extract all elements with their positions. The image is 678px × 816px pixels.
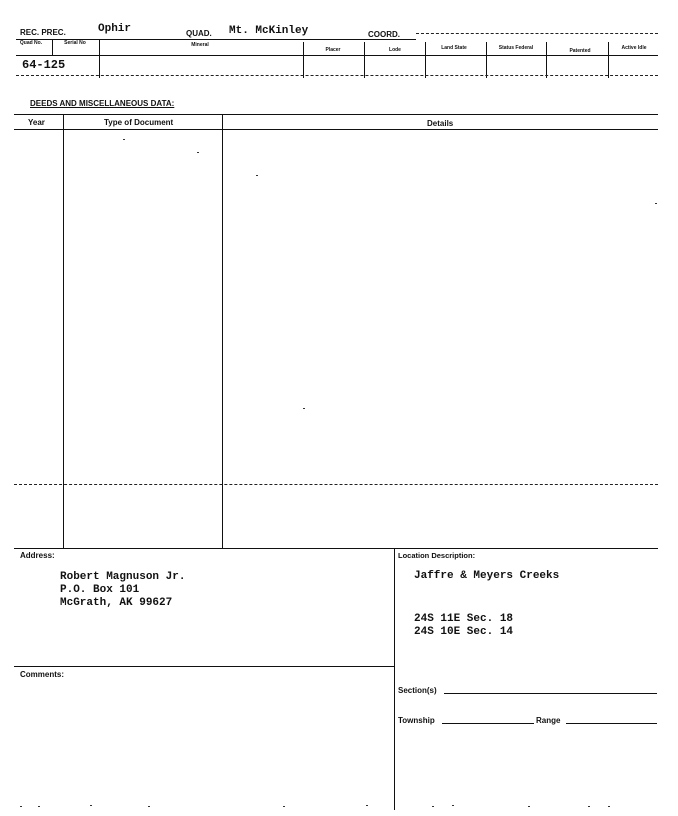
deeds-section-title: DEEDS AND MISCELLANEOUS DATA: xyxy=(30,99,175,108)
location-line: 24S 11E Sec. 18 xyxy=(414,613,514,625)
comments-label: Comments: xyxy=(20,670,65,679)
col-lode: Lode xyxy=(389,47,401,53)
address-label: Address: xyxy=(20,551,55,560)
deeds-bottom-rule xyxy=(14,548,658,549)
comments-top-rule xyxy=(14,666,394,667)
rec-prec-value: Ophir xyxy=(98,23,132,35)
speck xyxy=(608,806,610,807)
col-details: Details xyxy=(427,119,454,128)
speck xyxy=(303,408,305,409)
address-line: Robert Magnuson Jr. xyxy=(60,571,186,583)
speck xyxy=(20,806,22,807)
address-line: P.O. Box 101 xyxy=(60,584,140,596)
speck xyxy=(283,806,285,807)
col-divider xyxy=(608,42,609,78)
sections-fill-line xyxy=(444,693,657,694)
col-status-federal: Status Federal xyxy=(498,45,534,51)
township-label: Township xyxy=(398,716,435,725)
speck xyxy=(256,175,258,176)
speck xyxy=(528,806,530,807)
col-mineral: Mineral xyxy=(191,42,209,48)
speck xyxy=(197,152,199,153)
speck xyxy=(148,806,150,807)
record-dashed-rule xyxy=(16,75,658,76)
speck xyxy=(38,806,40,807)
speck xyxy=(90,805,92,806)
location-line: 24S 10E Sec. 14 xyxy=(414,626,514,638)
speck xyxy=(655,203,657,204)
col-divider xyxy=(303,42,304,78)
speck xyxy=(432,806,434,807)
col-placer: Placer xyxy=(325,47,341,53)
col-quad-no: Quad No. xyxy=(19,40,43,46)
location-name: Jaffre & Meyers Creeks xyxy=(414,570,560,582)
coord-dashed-rule xyxy=(416,33,658,34)
coord-label: COORD. xyxy=(368,30,400,39)
deeds-dashed-rule xyxy=(14,484,658,485)
speck xyxy=(452,805,454,806)
speck xyxy=(123,139,125,140)
township-fill-line xyxy=(442,723,534,724)
deeds-top-rule xyxy=(14,114,658,115)
location-description-label: Location Description: xyxy=(398,551,476,560)
col-year: Year xyxy=(28,118,45,127)
quad-no-value: 64-125 xyxy=(22,58,66,72)
quad-value: Mt. McKinley xyxy=(229,25,309,37)
col-land-status-state: Land State xyxy=(441,45,467,51)
col-divider xyxy=(52,40,53,56)
col-divider xyxy=(486,42,487,78)
address-location-divider xyxy=(394,548,395,810)
speck xyxy=(588,806,590,807)
address-line: McGrath, AK 99627 xyxy=(60,597,173,609)
sections-label: Section(s) xyxy=(398,686,437,695)
col-type-of-document: Type of Document xyxy=(104,118,174,127)
col-divider xyxy=(99,40,100,78)
quad-label: QUAD. xyxy=(186,29,212,38)
rec-prec-label: REC. PREC. xyxy=(20,28,66,37)
col-active-idle: Active Idle xyxy=(621,45,647,51)
deeds-header-rule xyxy=(14,129,658,130)
col-patented: Patented xyxy=(569,48,591,54)
col-serial-no: Serial No xyxy=(64,40,86,46)
address-block xyxy=(60,571,185,610)
col-divider xyxy=(546,42,547,78)
col-divider xyxy=(425,42,426,78)
location-block xyxy=(414,613,513,639)
range-label: Range xyxy=(536,716,561,725)
speck xyxy=(366,805,368,806)
column-header-rule xyxy=(16,55,658,56)
col-divider xyxy=(364,42,365,78)
range-fill-line xyxy=(566,723,657,724)
